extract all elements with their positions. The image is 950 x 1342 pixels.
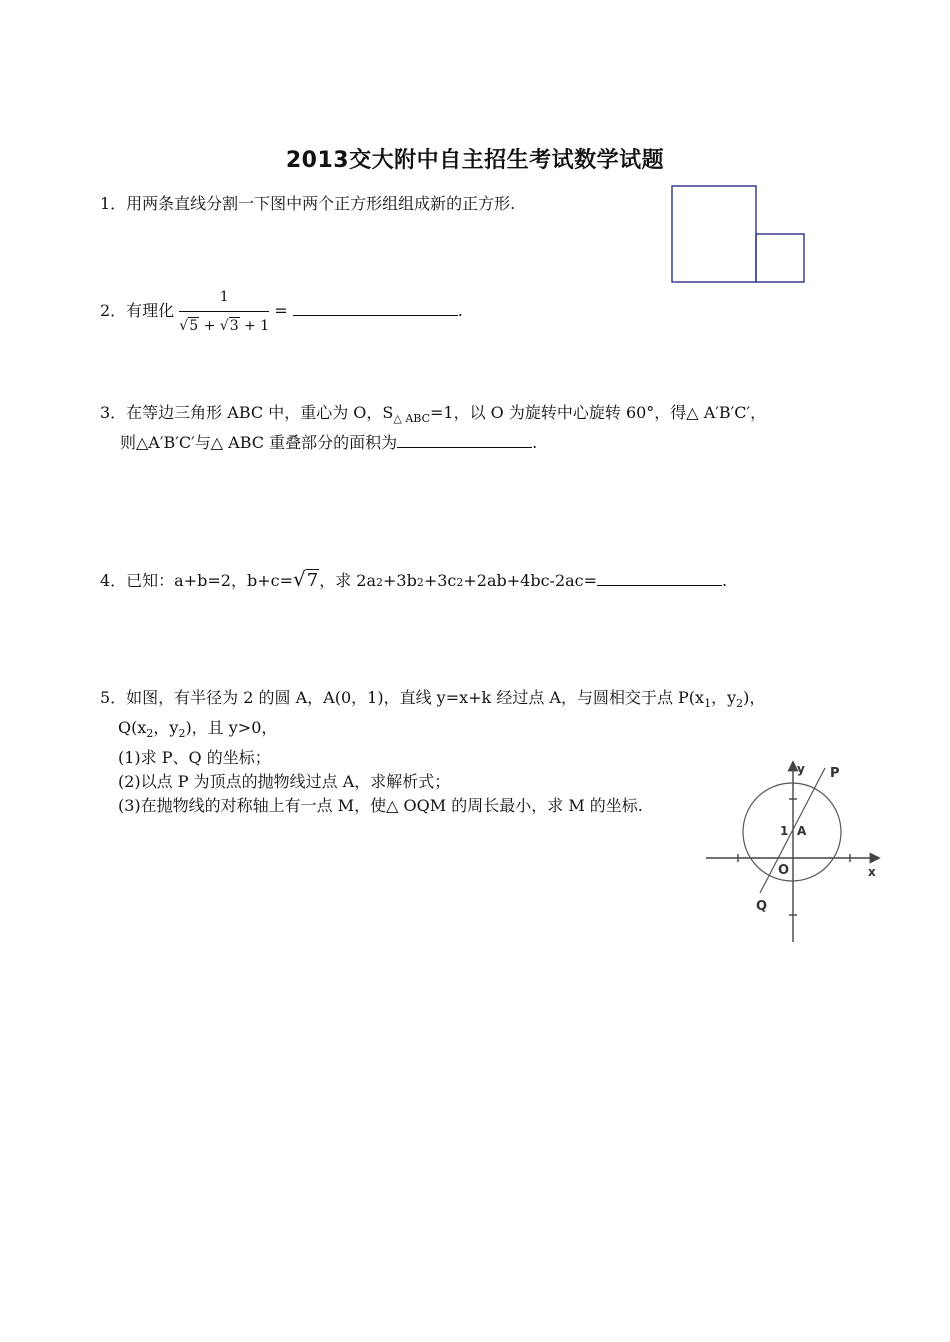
- question-4-text-e: +2ab+4bc-2ac=: [463, 571, 598, 590]
- question-5-part-2: (2)以点 P 为顶点的抛物线过点 A，求解析式；: [118, 772, 451, 792]
- question-3-text-b: =1，以 O 为旋转中心旋转 60°，得△ A′B′C′，: [429, 403, 767, 422]
- question-4-text-b: ，求 2a: [319, 571, 376, 590]
- label-o: O: [778, 863, 790, 878]
- question-5-text-c: )，: [743, 688, 766, 707]
- denominator-tail: + 1: [244, 318, 270, 334]
- circle-line-figure: [700, 755, 890, 950]
- label-x: x: [868, 865, 876, 879]
- radicand-7: 7: [306, 570, 319, 591]
- question-5-part-3: (3)在抛物线的对称轴上有一点 M，使△ OQM 的周长最小，求 M 的坐标.: [118, 796, 643, 816]
- question-2: [100, 285, 463, 338]
- label-p: P: [830, 766, 840, 781]
- question-3-line-2: [100, 431, 766, 455]
- question-5-text-f: )，且 y>0，: [185, 718, 278, 738]
- question-2-end: .: [457, 301, 463, 320]
- answer-blank-4: [597, 569, 722, 586]
- label-q: Q: [756, 899, 768, 914]
- question-5-part-1: (1)求 P、Q 的坐标；: [118, 748, 271, 768]
- area-subscript: △ ABC: [393, 412, 430, 426]
- exponent-1: 2: [376, 576, 383, 589]
- exponent-3: 2: [456, 576, 464, 589]
- fraction-denominator: √5 + √3 + 1: [179, 318, 270, 334]
- question-3-line-1: [100, 401, 766, 431]
- answer-blank-2: [293, 299, 458, 316]
- question-4: 4．已知：a+b=2，b+c=√7，求 2a2+3b2+3c2+2ab+4bc-2ac= .: [100, 567, 728, 591]
- question-4-text-c: +3b: [383, 571, 417, 590]
- question-3-text-c: 则△A′B′C′与△ ABC 重叠部分的面积为: [120, 433, 398, 453]
- rationalize-fraction: [179, 285, 269, 338]
- question-4-text-d: +3c: [423, 571, 457, 590]
- label-1: 1: [780, 824, 789, 838]
- question-3-end: .: [532, 433, 538, 453]
- plus-sign: +: [203, 318, 216, 334]
- subscript-x1: 1: [704, 697, 712, 711]
- answer-blank-3: [397, 431, 532, 448]
- question-1: [100, 192, 515, 216]
- question-4-end: .: [722, 571, 728, 590]
- question-5-line-2: [100, 716, 765, 746]
- question-4-text-a: 4．已知：a+b=2，b+c=: [100, 571, 293, 590]
- fraction-numerator: 1: [179, 285, 269, 312]
- small-square: [756, 234, 804, 282]
- question-5-text-e: ，y: [153, 718, 179, 738]
- subscript-y2: 2: [736, 697, 744, 711]
- question-3: [100, 401, 766, 455]
- radicand-3: 3: [229, 318, 239, 334]
- label-a: A: [797, 824, 807, 838]
- exponent-2: 2: [416, 576, 424, 589]
- question-5-text-b: ，y: [711, 688, 737, 707]
- two-squares-figure: [668, 182, 810, 286]
- radicand-5: 5: [189, 318, 199, 334]
- subscript-y2b: 2: [178, 727, 186, 741]
- question-1-text: 1．用两条直线分割一下图中两个正方形组组成新的正方形.: [100, 194, 516, 213]
- equals-sign: =: [274, 301, 288, 320]
- question-5-text-d: Q(x: [118, 718, 147, 738]
- question-3-text-a: 3．在等边三角形 ABC 中，重心为 O，S: [100, 403, 394, 422]
- question-2-prefix: 2．有理化: [100, 301, 175, 320]
- large-square: [672, 186, 756, 282]
- question-5-text-a: 5．如图，有半径为 2 的圆 A，A(0，1)，直线 y=x+k 经过点 A，与圆相交于点 P(x: [100, 688, 705, 707]
- subscript-x2: 2: [146, 727, 154, 741]
- question-5: [100, 686, 765, 818]
- label-y: y: [797, 762, 805, 776]
- page-title: 2013交大附中自主招生考试数学试题: [285, 148, 665, 173]
- question-5-line-1: [100, 686, 765, 716]
